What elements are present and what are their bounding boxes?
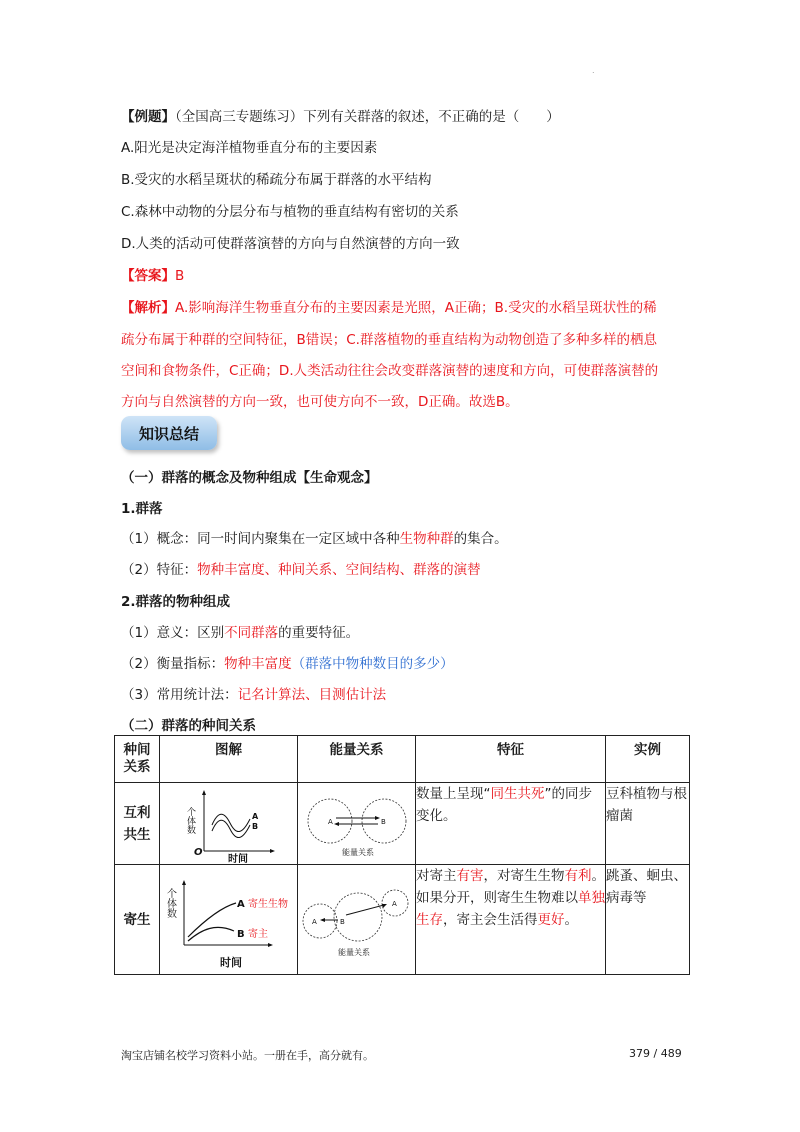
parasitism-energy-cell: [298, 865, 416, 975]
s1-feature-prefix: （2）特征：: [121, 562, 198, 578]
row-name-mutualism: 互利 共生: [115, 783, 160, 865]
answer-label: 【答案】: [121, 268, 175, 284]
energy-node-b: B: [381, 818, 386, 826]
interspecific-relations-table: [114, 735, 690, 975]
mutualism-feature-suffix: ”的同步变化。: [416, 786, 592, 824]
header-energy: [298, 736, 416, 783]
s2-measure-highlight: 物种丰富度: [224, 656, 292, 672]
s2-meaning: [121, 621, 359, 641]
knowledge-summary-badge: 知识总结: [121, 416, 217, 450]
header-example: [606, 736, 690, 783]
answer-line: [121, 264, 184, 284]
header-graph-text: 图解: [215, 742, 242, 758]
parasitism-feature-alone: 单独生存: [416, 890, 605, 928]
header-dot: .: [592, 66, 595, 75]
analysis-text-1: A.影响海洋生物垂直分布的主要因素是光照，A正确；B.受灾的水稻呈斑状性的稀: [175, 300, 657, 316]
header-feature: [416, 736, 606, 783]
s2-method-prefix: （3）常用统计法：: [121, 687, 238, 703]
section1-title: （一）群落的概念及物种组成【生命观念】: [121, 470, 378, 486]
table-header-row: [115, 736, 690, 783]
parasitism-feature-part3: 。如果分开，则寄生生物难以: [416, 868, 605, 906]
question-tag: 【例题】: [121, 109, 175, 125]
mutualism-feature: [416, 783, 606, 865]
answer-value: B: [175, 268, 185, 284]
s2-measure: [121, 652, 454, 672]
energy-node-a: A: [328, 818, 333, 826]
parasitism-feature-part4: ，寄主会生活得: [443, 912, 538, 928]
mutualism-population-graph: [160, 783, 298, 864]
graph-ylabel-2: 个体数: [164, 888, 176, 918]
mutualism-feature-prefix: 数量上呈现“: [416, 786, 491, 802]
s2-measure-note: （群落中物种数目的多少）: [291, 656, 454, 672]
parasitism-feature-better: 更好: [537, 912, 565, 928]
graph-ylabel: 个体数: [185, 807, 195, 834]
graph-origin-label: O: [194, 847, 203, 858]
parasitism-energy-diagram: [298, 865, 416, 974]
page-number: 379 / 489: [629, 1047, 682, 1060]
curve-b-label: B: [252, 822, 259, 831]
analysis-line-3: 空间和食物条件，C正确；D.人类活动往往会改变群落演替的速度和方向，可使群落演替的: [121, 363, 659, 379]
graph-xlabel-2: 时间: [220, 956, 242, 969]
parasitism-graph-cell: [160, 865, 298, 975]
curve-b-label-2: B: [237, 929, 245, 940]
parasitism-example: 跳蚤、蛔虫、病毒等: [606, 865, 690, 975]
header-example-text: 实例: [634, 742, 661, 758]
energy-caption: 能量关系: [342, 848, 374, 857]
parasitism-feature-part5: 。: [564, 912, 578, 928]
header-relation: [115, 736, 160, 783]
option-c: C.森林中动物的分层分布与植物的垂直结构有密切的关系: [121, 204, 459, 220]
option-d: D.人类的活动可使群落演替的方向与自然演替的方向一致: [121, 236, 460, 252]
question-stem: 下列有关群落的叙述，不正确的是（ ）: [303, 109, 560, 125]
energy-caption-2: 能量关系: [338, 948, 370, 957]
analysis-line-2: 疏分布属于种群的空间特征，B错误；C.群落植物的垂直结构为动物创造了多种多样的栖息: [121, 332, 657, 348]
table-row-mutualism: [115, 783, 690, 865]
s2-measure-prefix: （2）衡量指标：: [121, 656, 225, 672]
host-label: 寄主: [248, 929, 268, 940]
header-energy-text: 能量关系: [329, 742, 384, 758]
question-stem-line: [121, 105, 560, 125]
s1-feature-highlight: 物种丰富度、种间关系、空间结构、群落的演替: [197, 562, 481, 578]
energy-node-a-right: A: [392, 900, 397, 908]
analysis-label: 【解析】: [121, 300, 175, 316]
mutualism-feature-highlight: 同生共死: [490, 786, 545, 802]
s1-heading-species: 2.群落的物种组成: [121, 594, 231, 610]
parasitism-feature-benefit: 有利: [564, 868, 592, 884]
parasitism-feature: [416, 865, 606, 975]
header-feature-text: 特征: [497, 742, 524, 758]
parasitism-feature-part2: ，对寄生生物: [483, 868, 565, 884]
section2-title: （二）群落的种间关系: [121, 718, 256, 734]
row-name-parasitism: 寄生: [115, 865, 160, 975]
parasitism-feature-harm: 有害: [456, 868, 484, 884]
s2-meaning-prefix: （1）意义：区别: [121, 625, 225, 641]
mutualism-graph-cell: [160, 783, 298, 865]
s2-meaning-suffix: 的重要特征。: [278, 625, 360, 641]
footer-text: 淘宝店铺名校学习资料小站。一册在手，高分就有。: [121, 1049, 374, 1062]
question-source: （全国高三专题练习）: [175, 109, 304, 125]
s2-method: [121, 683, 386, 703]
parasite-label: 寄生生物: [248, 899, 288, 910]
mutualism-example: 豆科植物与根瘤菌: [606, 783, 690, 865]
s1-concept: [121, 527, 508, 547]
curve-a-label-2: A: [237, 899, 245, 910]
s1-concept-suffix: 的集合。: [453, 531, 508, 547]
header-graph: [160, 736, 298, 783]
mutualism-energy-cell: [298, 783, 416, 865]
s2-method-highlight: 记名计算法、目测估计法: [237, 687, 387, 703]
s1-concept-prefix: （1）概念：同一时间内聚集在一定区域中各种: [121, 531, 400, 547]
analysis-line-4: 方向与自然演替的方向一致，也可使方向不一致，D正确。故选B。: [121, 394, 519, 410]
curve-a-label: A: [252, 812, 259, 821]
parasitism-population-graph: [160, 865, 298, 974]
table-row-parasitism: [115, 865, 690, 975]
s1-feature: [121, 558, 481, 578]
header-relation-text: 种间 关系: [123, 742, 151, 775]
parasitism-feature-part1: 对寄主: [416, 868, 457, 884]
s1-concept-highlight: 生物种群: [399, 531, 454, 547]
s2-meaning-highlight: 不同群落: [224, 625, 279, 641]
option-b: B.受灾的水稻呈斑状的稀疏分布属于群落的水平结构: [121, 172, 432, 188]
graph-xlabel: 时间: [228, 854, 248, 864]
energy-node-a-left: A: [312, 918, 317, 926]
energy-node-b-mid: B: [340, 918, 345, 926]
mutualism-energy-diagram: [298, 783, 416, 864]
option-a: A.阳光是决定海洋植物垂直分布的主要因素: [121, 140, 378, 156]
analysis-line-1: [121, 296, 657, 316]
s1-heading-community: 1.群落: [121, 501, 163, 517]
